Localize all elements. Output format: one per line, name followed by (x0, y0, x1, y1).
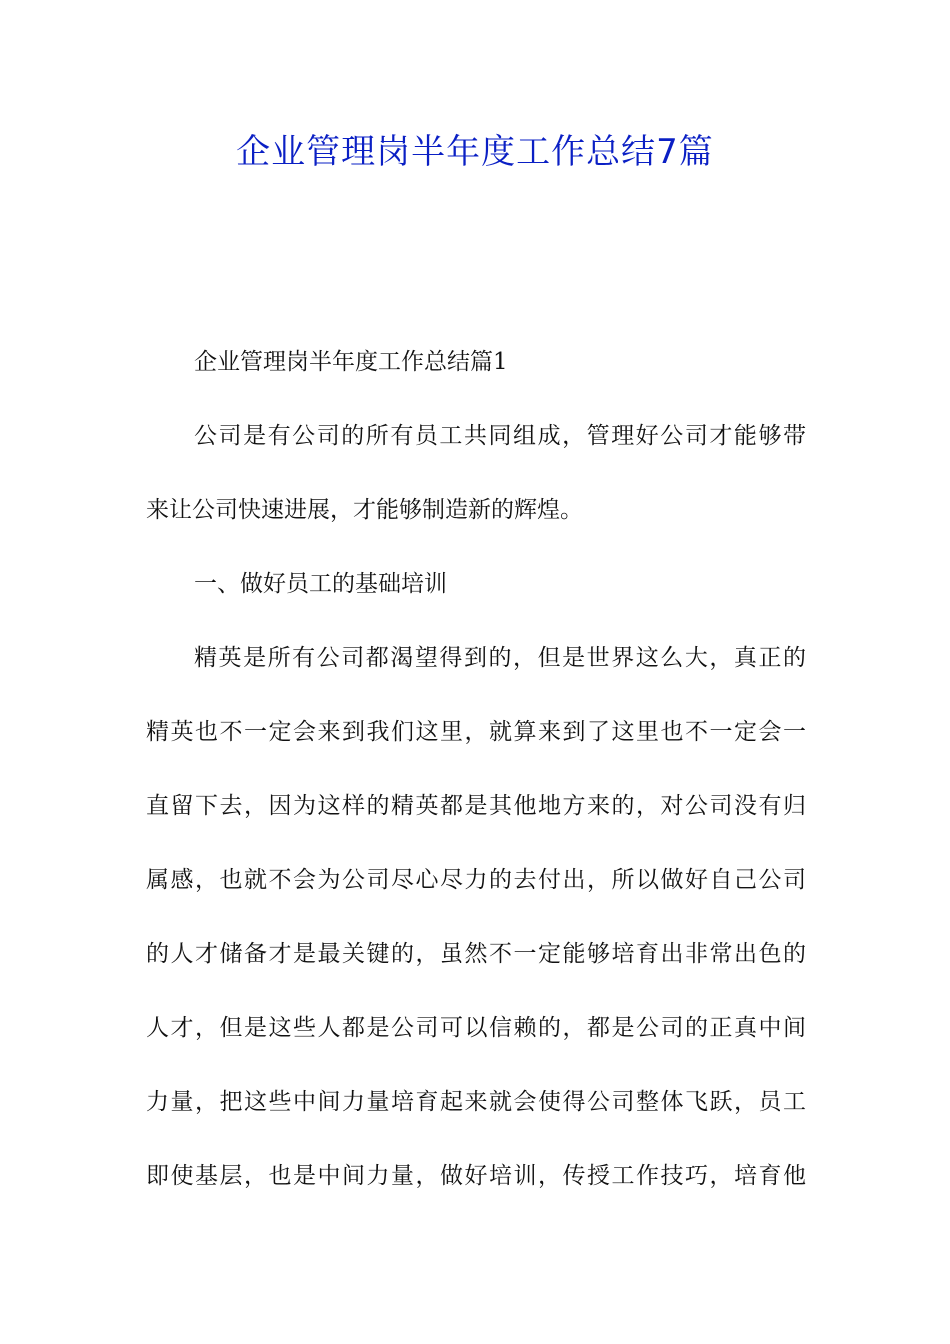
paragraph-line: 精英是所有公司都渴望得到的，但是世界这么大，真正的 (194, 645, 806, 671)
subheading: 一、做好员工的基础培训 (194, 571, 447, 597)
section-heading: 企业管理岗半年度工作总结篇1 (194, 349, 508, 375)
paragraph-line: 公司是有公司的所有员工共同组成，管理好公司才能够带 (194, 423, 806, 449)
paragraph-line: 直留下去，因为这样的精英都是其他地方来的，对公司没有归 (146, 793, 806, 819)
paragraph-line: 属感，也就不会为公司尽心尽力的去付出，所以做好自己公司 (146, 867, 806, 893)
paragraph-line: 即使基层，也是中间力量，做好培训，传授工作技巧，培育他 (146, 1163, 806, 1189)
paragraph-line: 精英也不一定会来到我们这里，就算来到了这里也不一定会一 (146, 719, 806, 745)
paragraph-line: 力量，把这些中间力量培育起来就会使得公司整体飞跃，员工 (146, 1089, 806, 1115)
document-title: 企业管理岗半年度工作总结7篇 (236, 132, 714, 172)
paragraph-line: 的人才储备才是最关键的，虽然不一定能够培育出非常出色的 (146, 941, 806, 967)
paragraph-line: 来让公司快速进展，才能够制造新的辉煌。 (146, 497, 583, 523)
paragraph-line: 人才，但是这些人都是公司可以信赖的，都是公司的正真中间 (146, 1015, 806, 1041)
